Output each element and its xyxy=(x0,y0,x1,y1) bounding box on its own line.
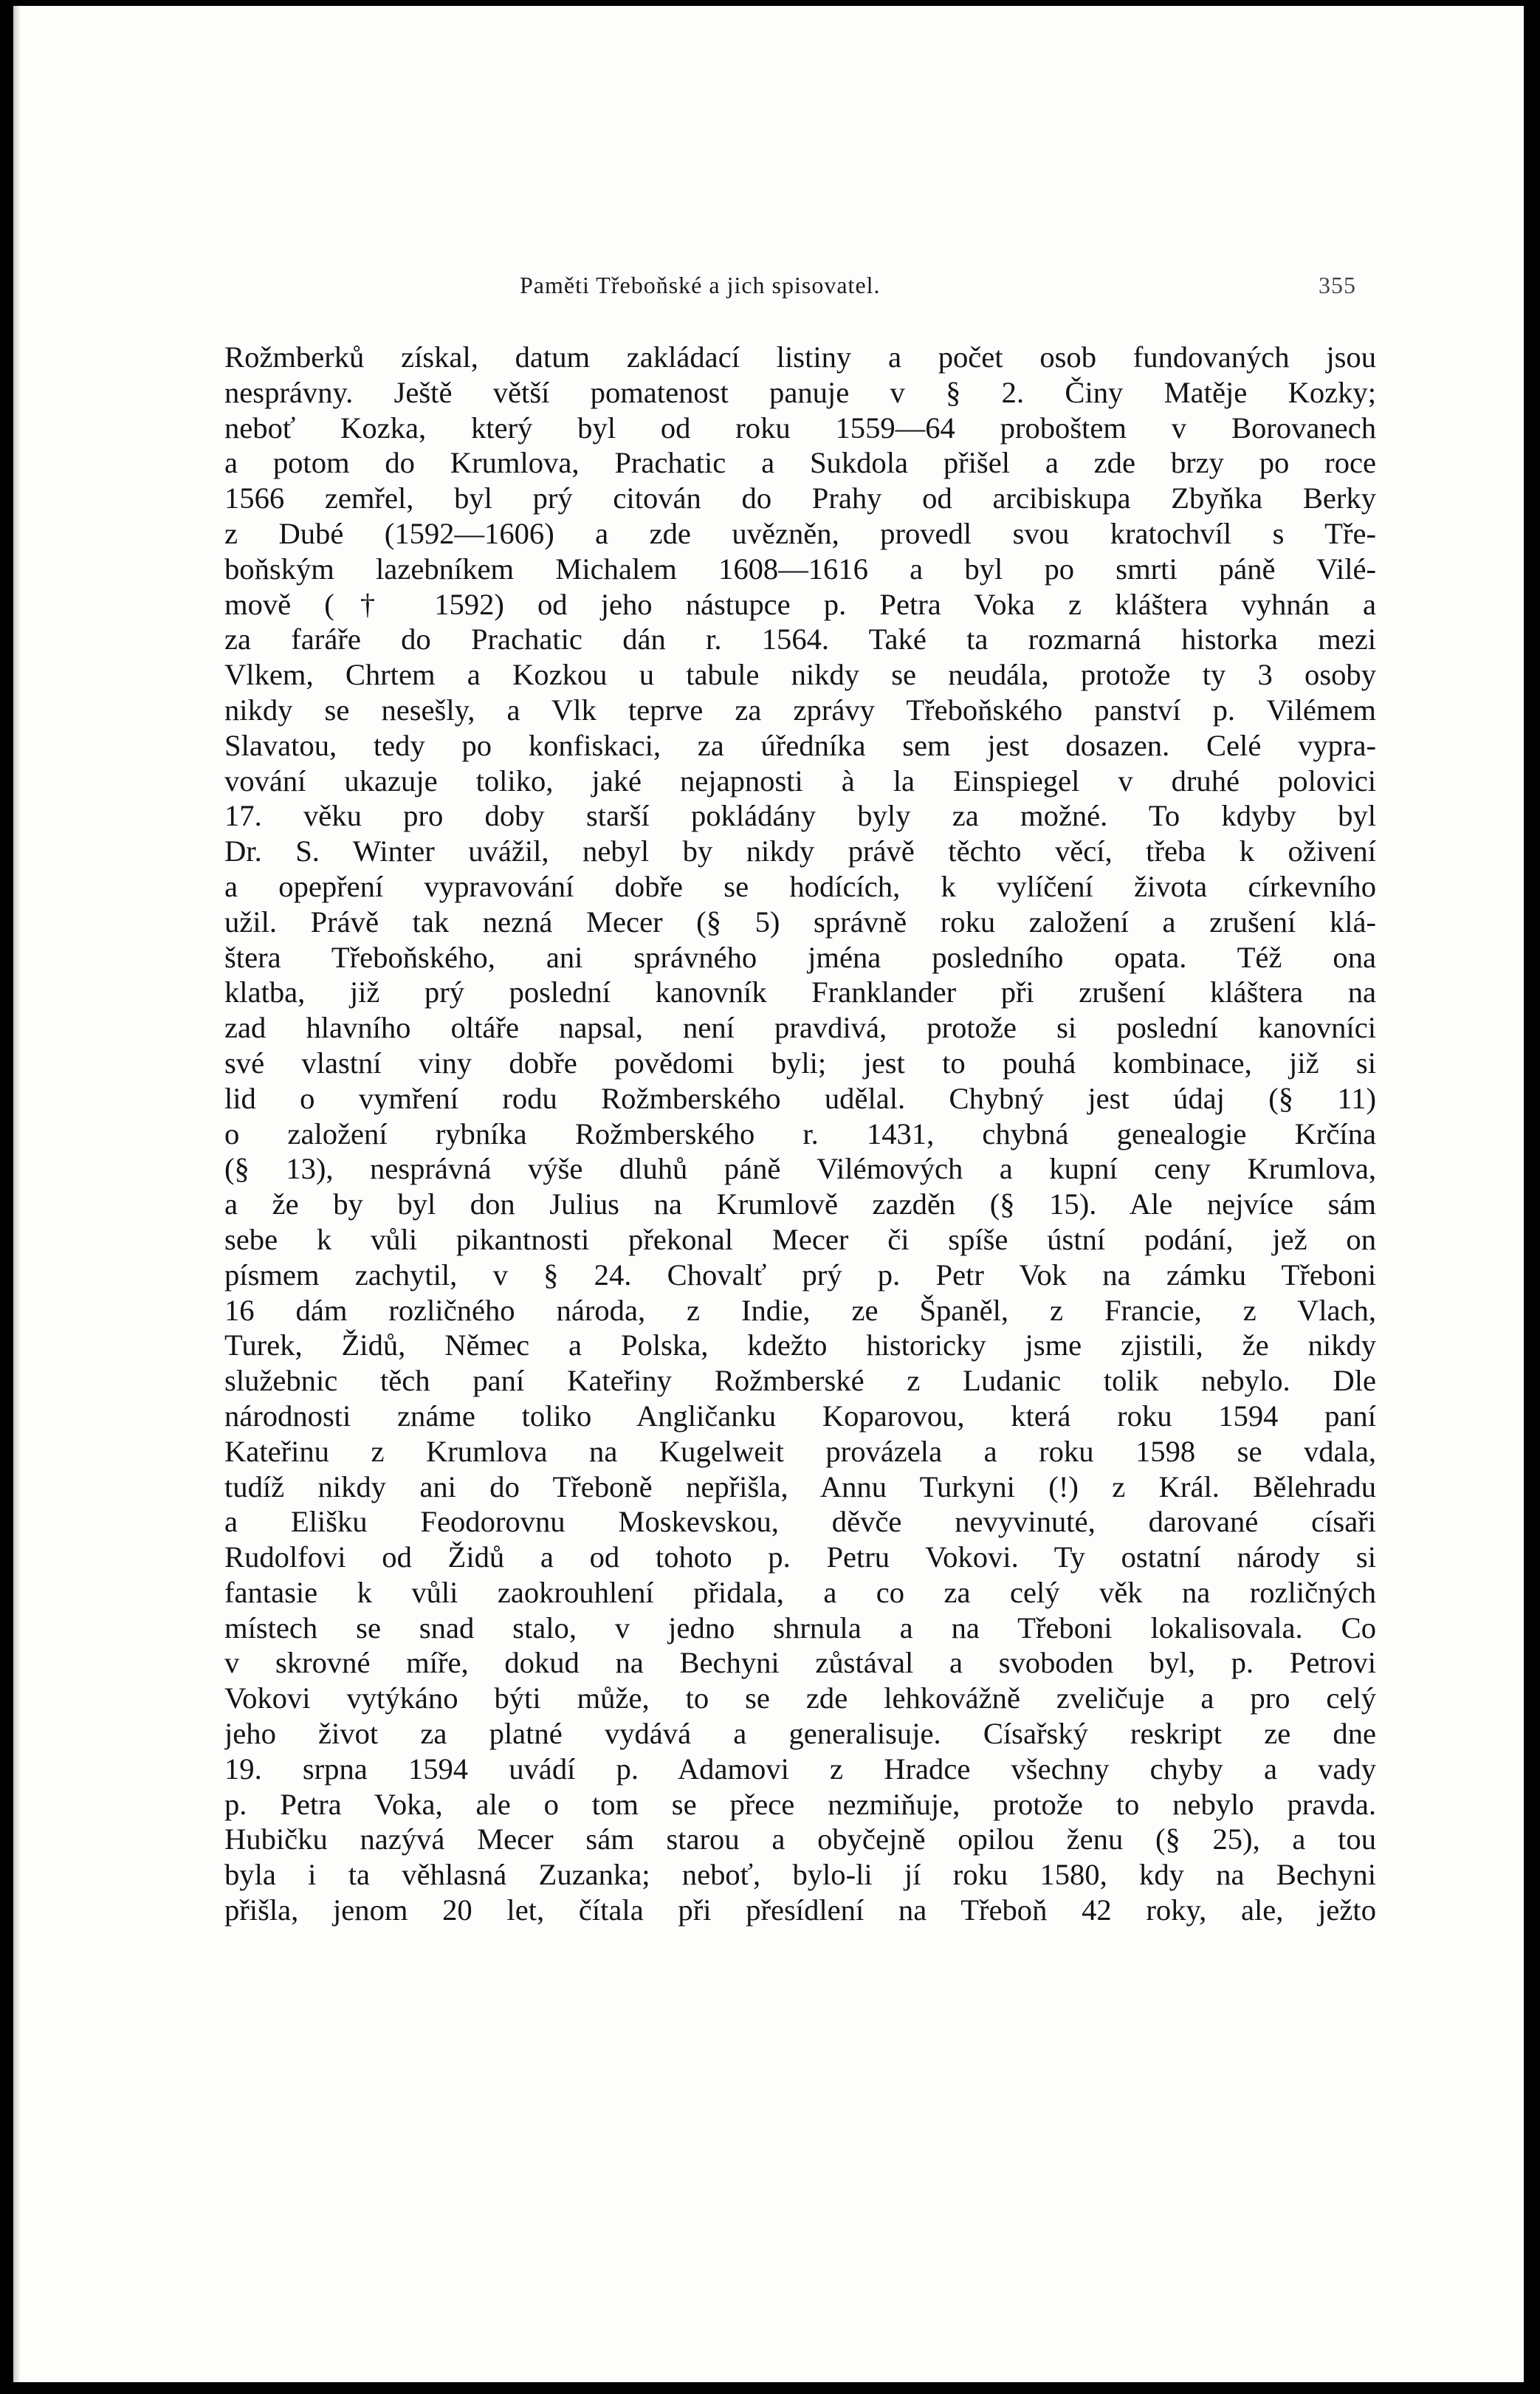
text-line: a Elišku Feodorovnu Moskevskou, děvče nevyvinuté, darované císaři xyxy=(224,1505,1376,1539)
text-line: 1566 zemřel, byl prý citován do Prahy od arcibiskupa Zbyňka Berky xyxy=(224,481,1376,515)
text-line: 19. srpna 1594 uvádí p. Adamovi z Hradce všechny chyby a vady xyxy=(224,1752,1376,1786)
text-line: z Dubé (1592—1606) a zde uvězněn, provedl svou kratochvíl s Tře- xyxy=(224,516,1376,550)
text-line: o založení rybníka Rožmberského r. 1431, chybná genealogie Krčína xyxy=(224,1117,1376,1150)
text-line: národnosti známe toliko Angličanku Koparovou, která roku 1594 paní xyxy=(224,1399,1376,1433)
running-title: Paměti Třeboňské a jich spisovatel. xyxy=(520,272,881,298)
text-line: nikdy se nesešly, a Vlk teprve za zprávy Třeboňského panství p. Vilémem xyxy=(224,693,1376,727)
text-line: neboť Kozka, který byl od roku 1559—64 proboštem v Borovanech xyxy=(224,411,1376,445)
text-line: písmem zachytil, v § 24. Chovalť prý p. Petr Vok na zámku Třeboni xyxy=(224,1258,1376,1292)
text-line: vování ukazuje toliko, jaké nejapnosti à la Einspiegel v druhé polovici xyxy=(224,764,1376,798)
page-edge-shadow xyxy=(13,6,21,2382)
book-page xyxy=(13,6,1524,2382)
text-line: Kateřinu z Krumlova na Kugelweit provázela a roku 1598 se vdala, xyxy=(224,1434,1376,1468)
text-line: klatba, již prý poslední kanovník Franklander při zrušení kláštera na xyxy=(224,975,1376,1009)
text-line: místech se snad stalo, v jedno shrnula a na Třeboni lokalisovala. Co xyxy=(224,1611,1376,1644)
text-line: Dr. S. Winter uvážil, nebyl by nikdy právě těchto věcí, třeba k oživení xyxy=(224,834,1376,868)
text-line: p. Petra Voka, ale o tom se přece nezmiňuje, protože to nebylo pravda. xyxy=(224,1787,1376,1821)
text-line: mově († 1592) od jeho nástupce p. Petra Voka z kláštera vyhnán a xyxy=(224,587,1376,621)
text-line: a potom do Krumlova, Prachatic a Sukdola přišel a zde brzy po roce xyxy=(224,446,1376,480)
page-header xyxy=(520,272,1356,309)
text-line: 17. věku pro doby starší pokládány byly za možné. To kdyby byl xyxy=(224,799,1376,833)
text-line: zad hlavního oltáře napsal, není pravdivá, protože si poslední kanovníci xyxy=(224,1011,1376,1045)
text-line: Slavatou, tedy po konfiskaci, za úředníka sem jest dosazen. Celé vypra- xyxy=(224,728,1376,762)
text-line: přišla, jenom 20 let, čítala při přesídlení na Třeboň 42 roky, ale, ježto xyxy=(224,1893,1376,1927)
text-line: v skrovné míře, dokud na Bechyni zůstával a svoboden byl, p. Petrovi xyxy=(224,1646,1376,1680)
text-line: byla i ta věhlasná Zuzanka; neboť, bylo-li jí roku 1580, kdy na Bechyni xyxy=(224,1858,1376,1892)
text-line: 16 dám rozličného národa, z Indie, ze Španěl, z Francie, z Vlach, xyxy=(224,1293,1376,1327)
body-text xyxy=(224,340,1376,1928)
text-line: fantasie k vůli zaokrouhlení přidala, a co za celý věk na rozličných xyxy=(224,1575,1376,1609)
text-line: lid o vymření rodu Rožmberského udělal. Chybný jest údaj (§ 11) xyxy=(224,1081,1376,1115)
text-line: sebe k vůli pikantnosti překonal Mecer či spíše ústní podání, jež on xyxy=(224,1222,1376,1256)
text-line: Vokovi vytýkáno býti může, to se zde lehkovážně zveličuje a pro celý xyxy=(224,1681,1376,1715)
text-line: Turek, Židů, Němec a Polska, kdežto historicky jsme zjistili, že nikdy xyxy=(224,1328,1376,1362)
text-line: tudíž nikdy ani do Třeboně nepřišla, Annu Turkyni (!) z Král. Bělehradu xyxy=(224,1469,1376,1503)
text-line: nesprávny. Ještě větší pomatenost panuje v § 2. Činy Matěje Kozky; xyxy=(224,375,1376,409)
text-line: a že by byl don Julius na Krumlově zazděn (§ 15). Ale nejvíce sám xyxy=(224,1187,1376,1221)
text-line: Hubičku nazývá Mecer sám starou a obyčejně opilou ženu (§ 25), a tou xyxy=(224,1822,1376,1856)
text-line: a opepření vypravování dobře se hodících, k vylíčení života církevního xyxy=(224,869,1376,903)
text-line: štera Třeboňského, ani správného jména posledního opata. Též ona xyxy=(224,940,1376,974)
text-line: jeho život za platné vydává a generalisuje. Císařský reskript ze dne xyxy=(224,1717,1376,1751)
text-line: užil. Právě tak nezná Mecer (§ 5) správně roku založení a zrušení klá- xyxy=(224,905,1376,939)
text-line: Rudolfovi od Židů a od tohoto p. Petru Vokovi. Ty ostatní národy si xyxy=(224,1540,1376,1574)
text-line: Rožmberků získal, datum zakládací listiny a počet osob fundovaných jsou xyxy=(224,340,1376,374)
text-line: služebnic těch paní Kateřiny Rožmberské z Ludanic tolik nebylo. Dle xyxy=(224,1364,1376,1398)
text-line: boňským lazebníkem Michalem 1608—1616 a byl po smrti páně Vilé- xyxy=(224,552,1376,586)
text-line: (§ 13), nesprávná výše dluhů páně Vilémových a kupní ceny Krumlova, xyxy=(224,1152,1376,1186)
text-line: Vlkem, Chrtem a Kozkou u tabule nikdy se neudála, protože ty 3 osoby xyxy=(224,658,1376,692)
page-number: 355 xyxy=(1319,272,1356,298)
text-line: své vlastní viny dobře povědomi byli; jest to pouhá kombinace, již si xyxy=(224,1046,1376,1080)
text-line: za faráře do Prachatic dán r. 1564. Také ta rozmarná historka mezi xyxy=(224,622,1376,656)
